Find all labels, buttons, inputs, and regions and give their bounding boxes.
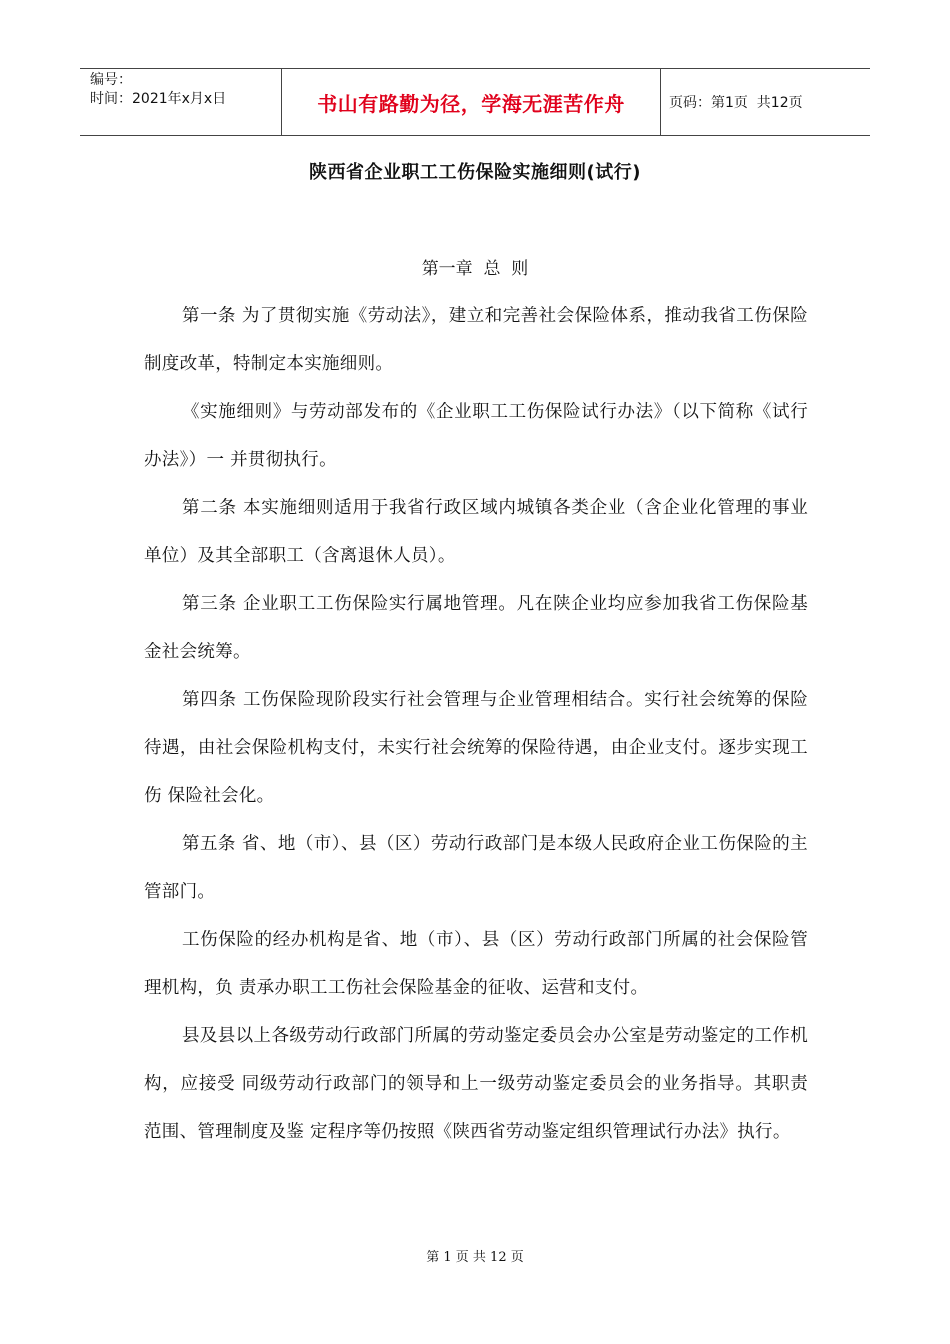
header-meta xyxy=(80,69,281,135)
header-number-label: 编号： xyxy=(90,72,132,88)
paragraph: 第四条 工伤保险现阶段实行社会管理与企业管理相结合。实行社会统筹的保险待遇，由社会保险机构支付，未实行社会统筹的保险待遇，由企业支付。逐步实现工伤 保险社会化。 xyxy=(144,690,808,806)
paragraph: 第二条 本实施细则适用于我省行政区域内城镇各类企业（含企业化管理的事业单位）及其全部职工（含离退休人员）。 xyxy=(144,498,808,566)
paragraph: 第三条 企业职工工伤保险实行属地管理。凡在陕企业均应参加我省工伤保险基金社会统筹。 xyxy=(144,594,808,662)
page-footer: 第 1 页 共 12 页 xyxy=(426,1250,524,1265)
paragraph: 工伤保险的经办机构是省、地（市）、县（区）劳动行政部门所属的社会保险管理机构，负 责承办职工工伤社会保险基金的征收、运营和支付。 xyxy=(144,930,808,998)
header-time-label: 时间：2021年x月x日 xyxy=(90,91,227,107)
page-header xyxy=(80,68,870,136)
document-title: 陕西省企业职工工伤保险实施细则(试行) xyxy=(309,162,641,183)
document-body xyxy=(144,292,808,1156)
paragraph: 第一条 为了贯彻实施《劳动法》，建立和完善社会保险体系，推动我省工伤保险制度改革，特制定本实施细则。 xyxy=(144,306,808,374)
header-page-info xyxy=(661,69,870,135)
paragraph: 《实施细则》与劳动部发布的《企业职工工伤保险试行办法》（以下简称《试行办法》）一 并贯彻执行。 xyxy=(144,402,808,470)
chapter-heading: 第一章 总 则 xyxy=(421,259,529,279)
header-motto xyxy=(281,69,661,135)
header-motto-text: 书山有路勤为径，学海无涯苦作舟 xyxy=(317,91,625,116)
paragraph: 县及县以上各级劳动行政部门所属的劳动鉴定委员会办公室是劳动鉴定的工作机构，应接受 同级劳动行政部门的领导和上一级劳动鉴定委员会的业务指导。其职责范围、管理制度及鉴 定程序等仍按照《陕西省劳动鉴定组织管理试行办法》执行。 xyxy=(144,1026,808,1142)
paragraph: 第五条 省、地（市）、县（区）劳动行政部门是本级人民政府企业工伤保险的主管部门。 xyxy=(144,834,808,902)
header-page-info-text: 页码：第1页 共12页 xyxy=(669,95,803,111)
